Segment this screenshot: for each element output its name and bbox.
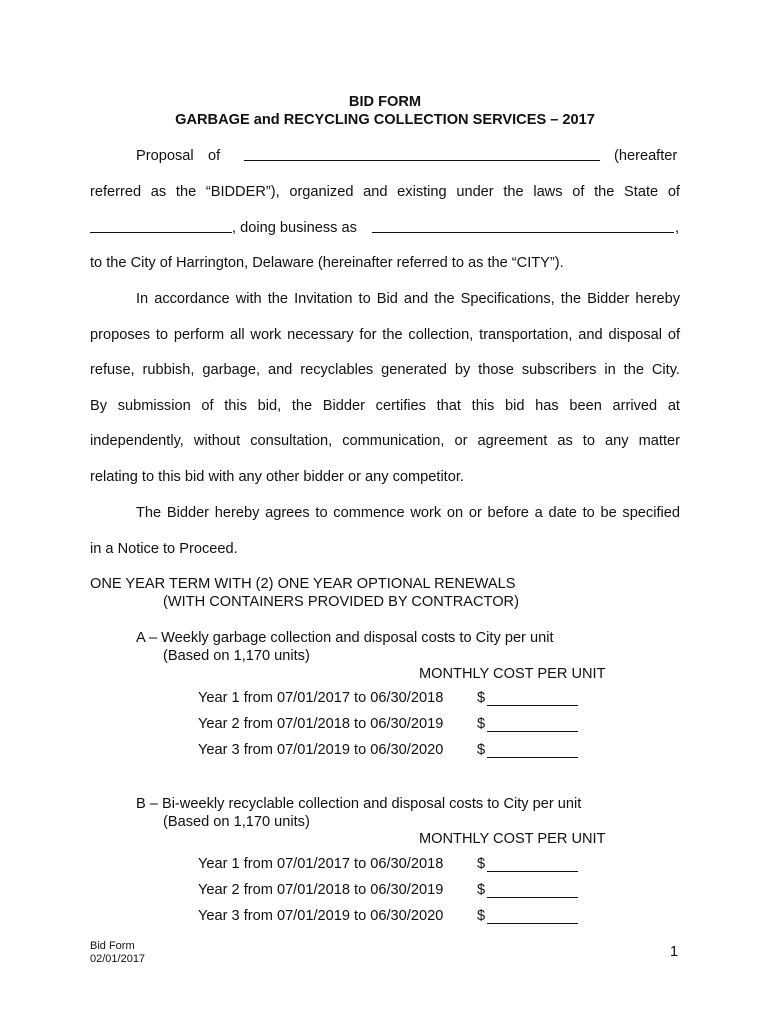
section-b-year-2-label: Year 2 from 07/01/2018 to 06/30/2019 xyxy=(198,882,444,898)
term-heading: ONE YEAR TERM WITH (2) ONE YEAR OPTIONAL RENEWALS xyxy=(90,576,516,592)
term-subheading: (WITH CONTAINERS PROVIDED BY CONTRACTOR) xyxy=(163,594,519,610)
currency-symbol: $ xyxy=(477,856,486,872)
proposal-label: Proposal xyxy=(136,148,194,164)
paragraph-line: independently, without consultation, communication, or agreement as to any matter xyxy=(90,433,680,449)
state-field[interactable] xyxy=(90,218,232,233)
paragraph-line: The Bidder hereby agrees to commence work on or before a date to be specified xyxy=(136,505,680,521)
section-b-year-2-cost-field[interactable] xyxy=(487,884,578,898)
document-title: BID FORM xyxy=(348,94,422,110)
section-b-cost-header: MONTHLY COST PER UNIT xyxy=(419,831,606,847)
bidder-name-field[interactable] xyxy=(244,146,600,161)
paragraph-line: relating to this bid with any other bidder or any competitor. xyxy=(90,469,464,485)
proposal-of: of xyxy=(208,148,221,164)
section-a-year-1-cost-field[interactable] xyxy=(487,692,578,706)
section-b-title: B – Bi-weekly recyclable collection and disposal costs to City per unit xyxy=(136,796,582,812)
doing-business-as-field[interactable] xyxy=(372,218,674,233)
page-number: 1 xyxy=(670,944,679,960)
section-b-year-1-label: Year 1 from 07/01/2017 to 06/30/2018 xyxy=(198,856,444,872)
paragraph-line: refuse, rubbish, garbage, and recyclables generated by those subscribers in the City. xyxy=(90,362,680,378)
section-a-title: A – Weekly garbage collection and disposal costs to City per unit xyxy=(136,630,554,646)
section-b-units: (Based on 1,170 units) xyxy=(163,814,310,830)
currency-symbol: $ xyxy=(477,908,486,924)
comma: , xyxy=(675,220,680,236)
section-a-year-3-cost-field[interactable] xyxy=(487,744,578,758)
section-a-cost-header: MONTHLY COST PER UNIT xyxy=(419,666,606,682)
section-a-year-2-cost-field[interactable] xyxy=(487,718,578,732)
document-subtitle: GARBAGE and RECYCLING COLLECTION SERVICES – 2017 xyxy=(175,112,595,128)
body-line: to the City of Harrington, Delaware (hereinafter referred to as the “CITY”). xyxy=(90,255,564,271)
section-a-year-2-label: Year 2 from 07/01/2018 to 06/30/2019 xyxy=(198,716,444,732)
doing-business-as-text: , doing business as xyxy=(232,220,357,236)
paragraph-line: in a Notice to Proceed. xyxy=(90,541,238,557)
paragraph-line: proposes to perform all work necessary for the collection, transportation, and disposal of xyxy=(90,327,680,343)
section-a-year-3-label: Year 3 from 07/01/2019 to 06/30/2020 xyxy=(198,742,444,758)
paragraph-line: In accordance with the Invitation to Bid and the Specifications, the Bidder hereby xyxy=(136,291,680,307)
currency-symbol: $ xyxy=(477,742,486,758)
section-b-year-3-cost-field[interactable] xyxy=(487,910,578,924)
body-line: referred as the “BIDDER”), organized and existing under the laws of the State of xyxy=(90,184,680,200)
paragraph-line: By submission of this bid, the Bidder certifies that this bid has been arrived at xyxy=(90,398,680,414)
section-b-year-1-cost-field[interactable] xyxy=(487,858,578,872)
section-b-year-3-label: Year 3 from 07/01/2019 to 06/30/2020 xyxy=(198,908,444,924)
footer-date: 02/01/2017 xyxy=(90,953,146,965)
hereafter-text: (hereafter xyxy=(614,148,678,164)
section-a-year-1-label: Year 1 from 07/01/2017 to 06/30/2018 xyxy=(198,690,444,706)
footer-doc-name: Bid Form xyxy=(90,940,135,952)
currency-symbol: $ xyxy=(477,690,486,706)
section-a-units: (Based on 1,170 units) xyxy=(163,648,310,664)
currency-symbol: $ xyxy=(477,882,486,898)
currency-symbol: $ xyxy=(477,716,486,732)
